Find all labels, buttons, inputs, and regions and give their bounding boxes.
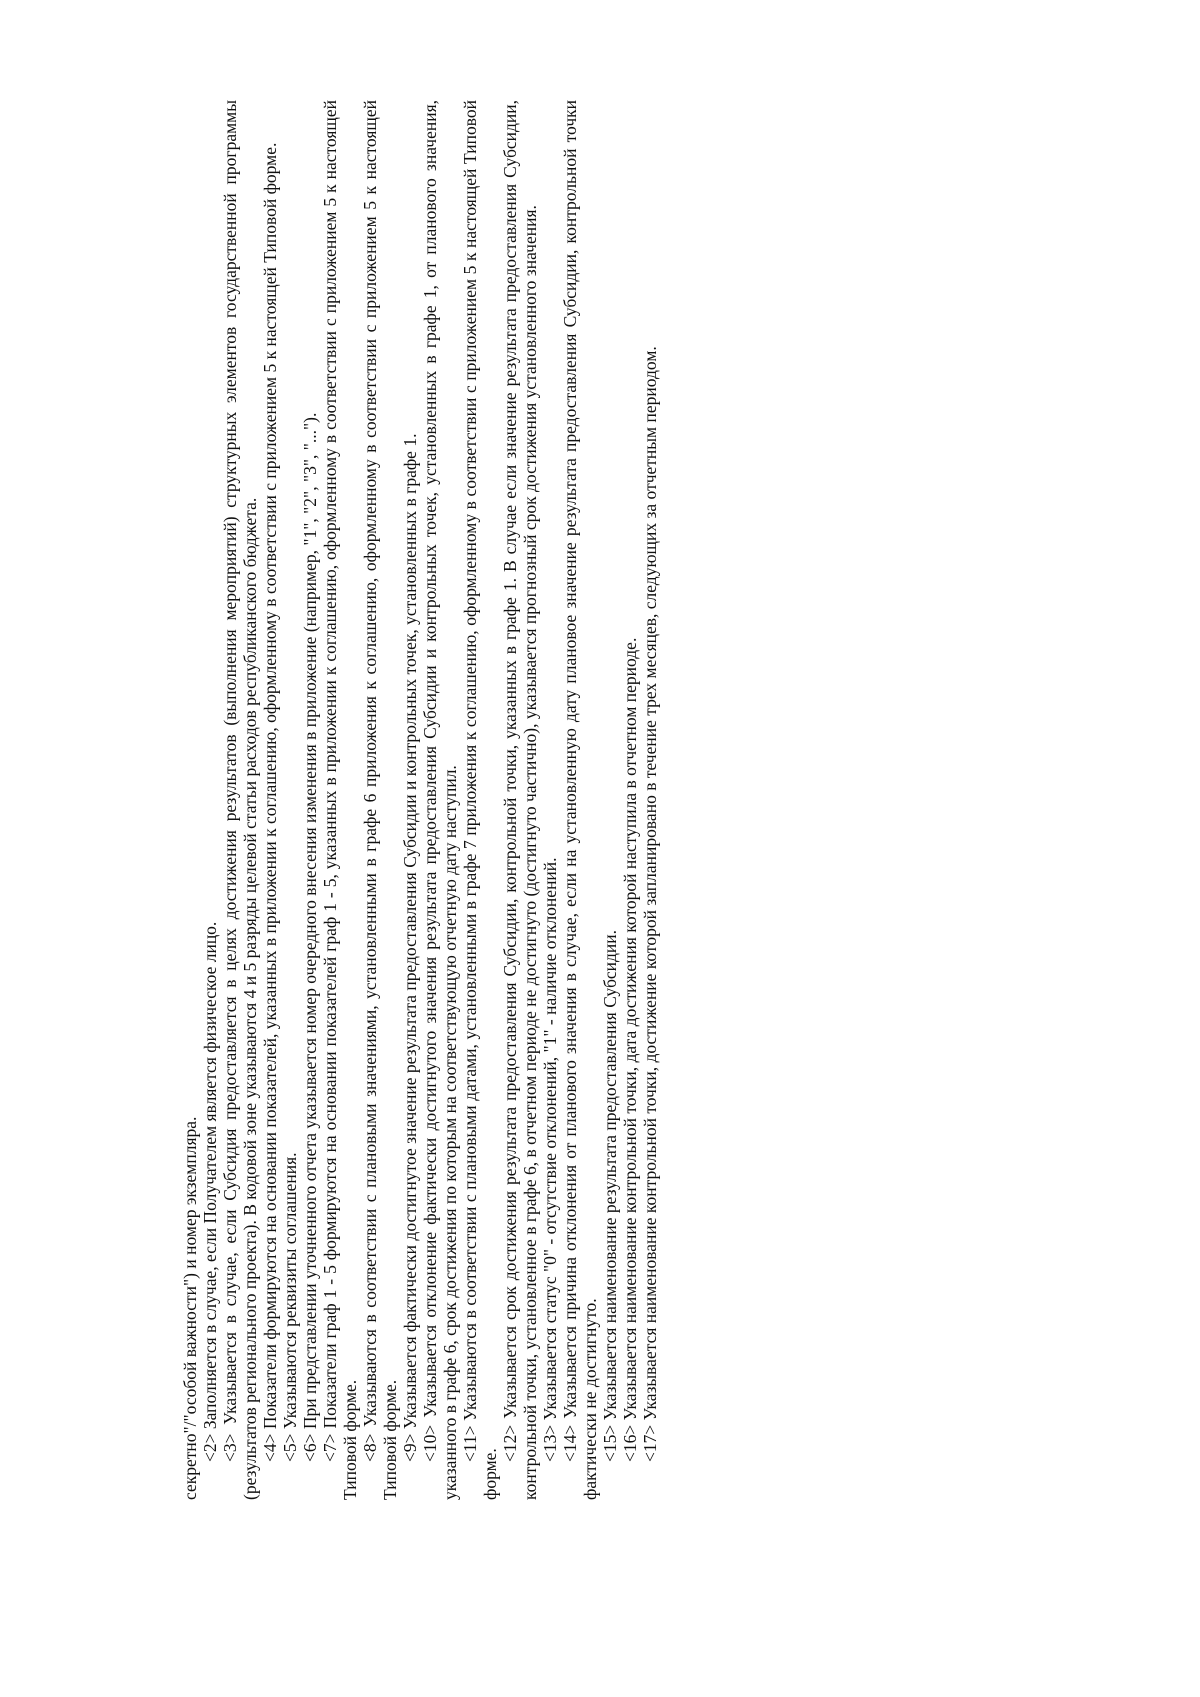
footnote-7: <7> Показатели граф 1 - 5 формируются на основании показателей граф 1 - 5, указанных в приложении к соглашению, оформленному в соответствии с приложением 5 к настоящей Типовой форме. — [320, 100, 360, 1500]
footnote-16: <16> Указывается наименование контрольной точки, дата достижения которой наступила в отчетном периоде. — [620, 637, 640, 1462]
footnote-3: <3> Указывается в случае, если Субсидия предоставляется в целях достижения результатов (выполнения мероприятий) структурных элементов государственной программы (результатов регионального проекта). В кодовой зоне указываются 4 и 5 разряды целевой статьи расходов республиканского бюджета. — [220, 100, 260, 1500]
footnote-15: <15> Указывается наименование результата предоставления Субсидии. — [600, 930, 620, 1462]
footnote-6: <6> При представлении уточненного отчета указывается номер очередного внесения изменения в приложение (например, "1", "2", "3", "..."). — [300, 412, 320, 1462]
footnote-9: <9> Указывается фактически достигнутое значение результата предоставления Субсидии и контрольных точек, установленных в графе 1. — [400, 433, 420, 1462]
footnote-4: <4> Показатели формируются на основании показателей, указанных в приложении к соглашению, оформленному в соответствии с приложением 5 к настоящей Типовой форме. — [260, 142, 280, 1462]
footnote-12: <12> Указывается срок достижения результата предоставления Субсидии, контрольной точки, указанных в графе 1. В случае если значение результата предоставления Субсидии, контрольной точки, установленное в графе 6, в отчетном периоде не достигнуто (достигнуто частично), указывается прогнозный срок достижения установленного значения. — [500, 100, 540, 1500]
rotated-text-block — [180, 100, 900, 1500]
footnote-1-continuation: секретно"/"особой важности") и номер экземпляра. — [180, 1116, 200, 1500]
footnote-14: <14> Указывается причина отклонения от планового значения в случае, если на установленную дату плановое значение результата предоставления Субсидии, контрольной точки фактически не достигнуто. — [560, 100, 600, 1500]
footnote-13: <13> Указывается статус "0" - отсутствие отклонений, "1" - наличие отклонений. — [540, 857, 560, 1462]
footnote-10: <10> Указывается отклонение фактически достигнутого значения результата предоставления Субсидии и контрольных точек, установленных в графе 1, от планового значения, указанного в графе 6, срок достижения по которым на соответствующую отчетную дату наступил. — [420, 100, 460, 1500]
footnote-11: <11> Указываются в соответствии с плановыми датами, установленными в графе 7 приложения к соглашению, оформленному в соответствии с приложением 5 к настоящей Типовой форме. — [460, 100, 500, 1500]
footnote-8: <8> Указываются в соответствии с плановыми значениями, установленными в графе 6 приложения к соглашению, оформленному в соответствии с приложением 5 к настоящей Типовой форме. — [360, 100, 400, 1500]
footnote-17: <17> Указывается наименование контрольной точки, достижение которой запланировано в течение трех месяцев, следующих за отчетным периодом. — [640, 346, 660, 1462]
footnote-5: <5> Указываются реквизиты соглашения. — [280, 1152, 300, 1462]
footnote-2: <2> Заполняется в случае, если Получателем является физическое лицо. — [200, 921, 220, 1462]
